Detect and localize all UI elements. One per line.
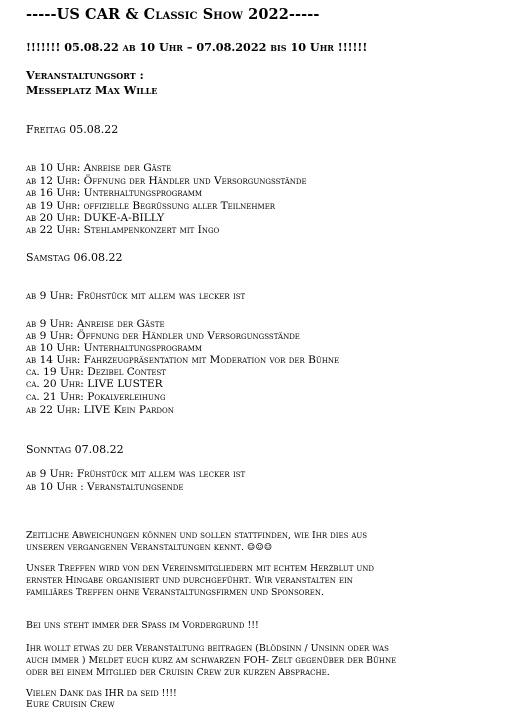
saturday-heading: Samstag 06.08.22 [26, 251, 123, 264]
schedule-item: ab 14 Uhr: Fahrzeugpräsentation mit Moderation vor der Bühne [26, 354, 340, 366]
schedule-item: ca. 21 Uhr: Pokalverleihung [26, 391, 166, 403]
schedule-item: ab 20 Uhr: DUKE-A-BILLY [26, 212, 165, 224]
venue-label: Veranstaltungsort : [26, 68, 144, 82]
friday-heading: Freitag 05.08.22 [26, 123, 119, 136]
schedule-item: ab 22 Uhr: Stehlampenkonzert mit Ingo [26, 224, 220, 236]
note-line: oder bei einem Mitglied der Cruisin Crew zur kurzen Absprache. [26, 667, 330, 678]
event-dates: !!!!!!! 05.08.22 ab 10 Uhr – 07.08.2022 bis 10 Uhr !!!!!! [26, 40, 368, 54]
note-line: Zeitliche Abweichungen können und sollen stattfinden, wie Ihr dies aus [26, 530, 368, 541]
schedule-item: ab 9 Uhr: Öffnung der Händler und Versorgungsstände [26, 330, 300, 342]
schedule-item: ca. 19 Uhr: Dezibel Contest [26, 366, 166, 378]
sunday-heading: Sonntag 07.08.22 [26, 443, 124, 456]
schedule-item: ab 19 Uhr: offizielle Begrüssung aller Teilnehmer [26, 200, 276, 212]
note-line: unseren vergangenen Veranstaltungen kennt. ☺☺☺ [26, 542, 273, 553]
note-line: auch immer ) Meldet euch kurz am schwarzen FOH- Zelt gegenüber der Bühne [26, 655, 397, 666]
note-line: Unser Treffen wird von den Vereinsmitgliedern mit echtem Herzblut und [26, 563, 375, 574]
event-title: -----US CAR & Classic Show 2022----- [26, 6, 320, 23]
schedule-item: ab 9 Uhr: Anreise der Gäste [26, 318, 165, 330]
venue-name: Messeplatz Max Wille [26, 83, 158, 97]
note-line: familiäres Treffen ohne Veranstaltungsfirmen und Sponsoren. [26, 587, 325, 598]
schedule-item: ab 10 Uhr : Veranstaltungsende [26, 481, 184, 493]
schedule-item: ab 9 Uhr: Frühstück mit allem was lecker ist [26, 468, 246, 480]
schedule-item: ca. 20 Uhr: LIVE LUSTER [26, 378, 163, 390]
schedule-item: ab 22 Uhr: LIVE Kein Pardon [26, 404, 174, 416]
schedule-item: ab 12 Uhr: Öffnung der Händler und Versorgungsstände [26, 175, 307, 187]
signature: Eure Cruisin Crew [26, 699, 115, 710]
note-line: Ihr wollt etwas zu der Veranstaltung beitragen (Blödsinn / Unsinn oder was [26, 643, 389, 654]
schedule-item: ab 16 Uhr: Unterhaltungsprogramm [26, 187, 203, 199]
thanks-line: Vielen Dank das IHR da seid !!!! [26, 688, 177, 699]
schedule-item: ab 10 Uhr: Unterhaltungsprogramm [26, 342, 203, 354]
schedule-item: ab 10 Uhr: Anreise der Gäste [26, 162, 172, 174]
schedule-item: ab 9 Uhr: Frühstück mit allem was lecker ist [26, 290, 246, 302]
note-line: ernster Hingabe organisiert und durchgeführt. Wir veranstalten ein [26, 575, 353, 586]
note-line: Bei uns steht immer der Spass im Vordergrund !!! [26, 620, 259, 631]
